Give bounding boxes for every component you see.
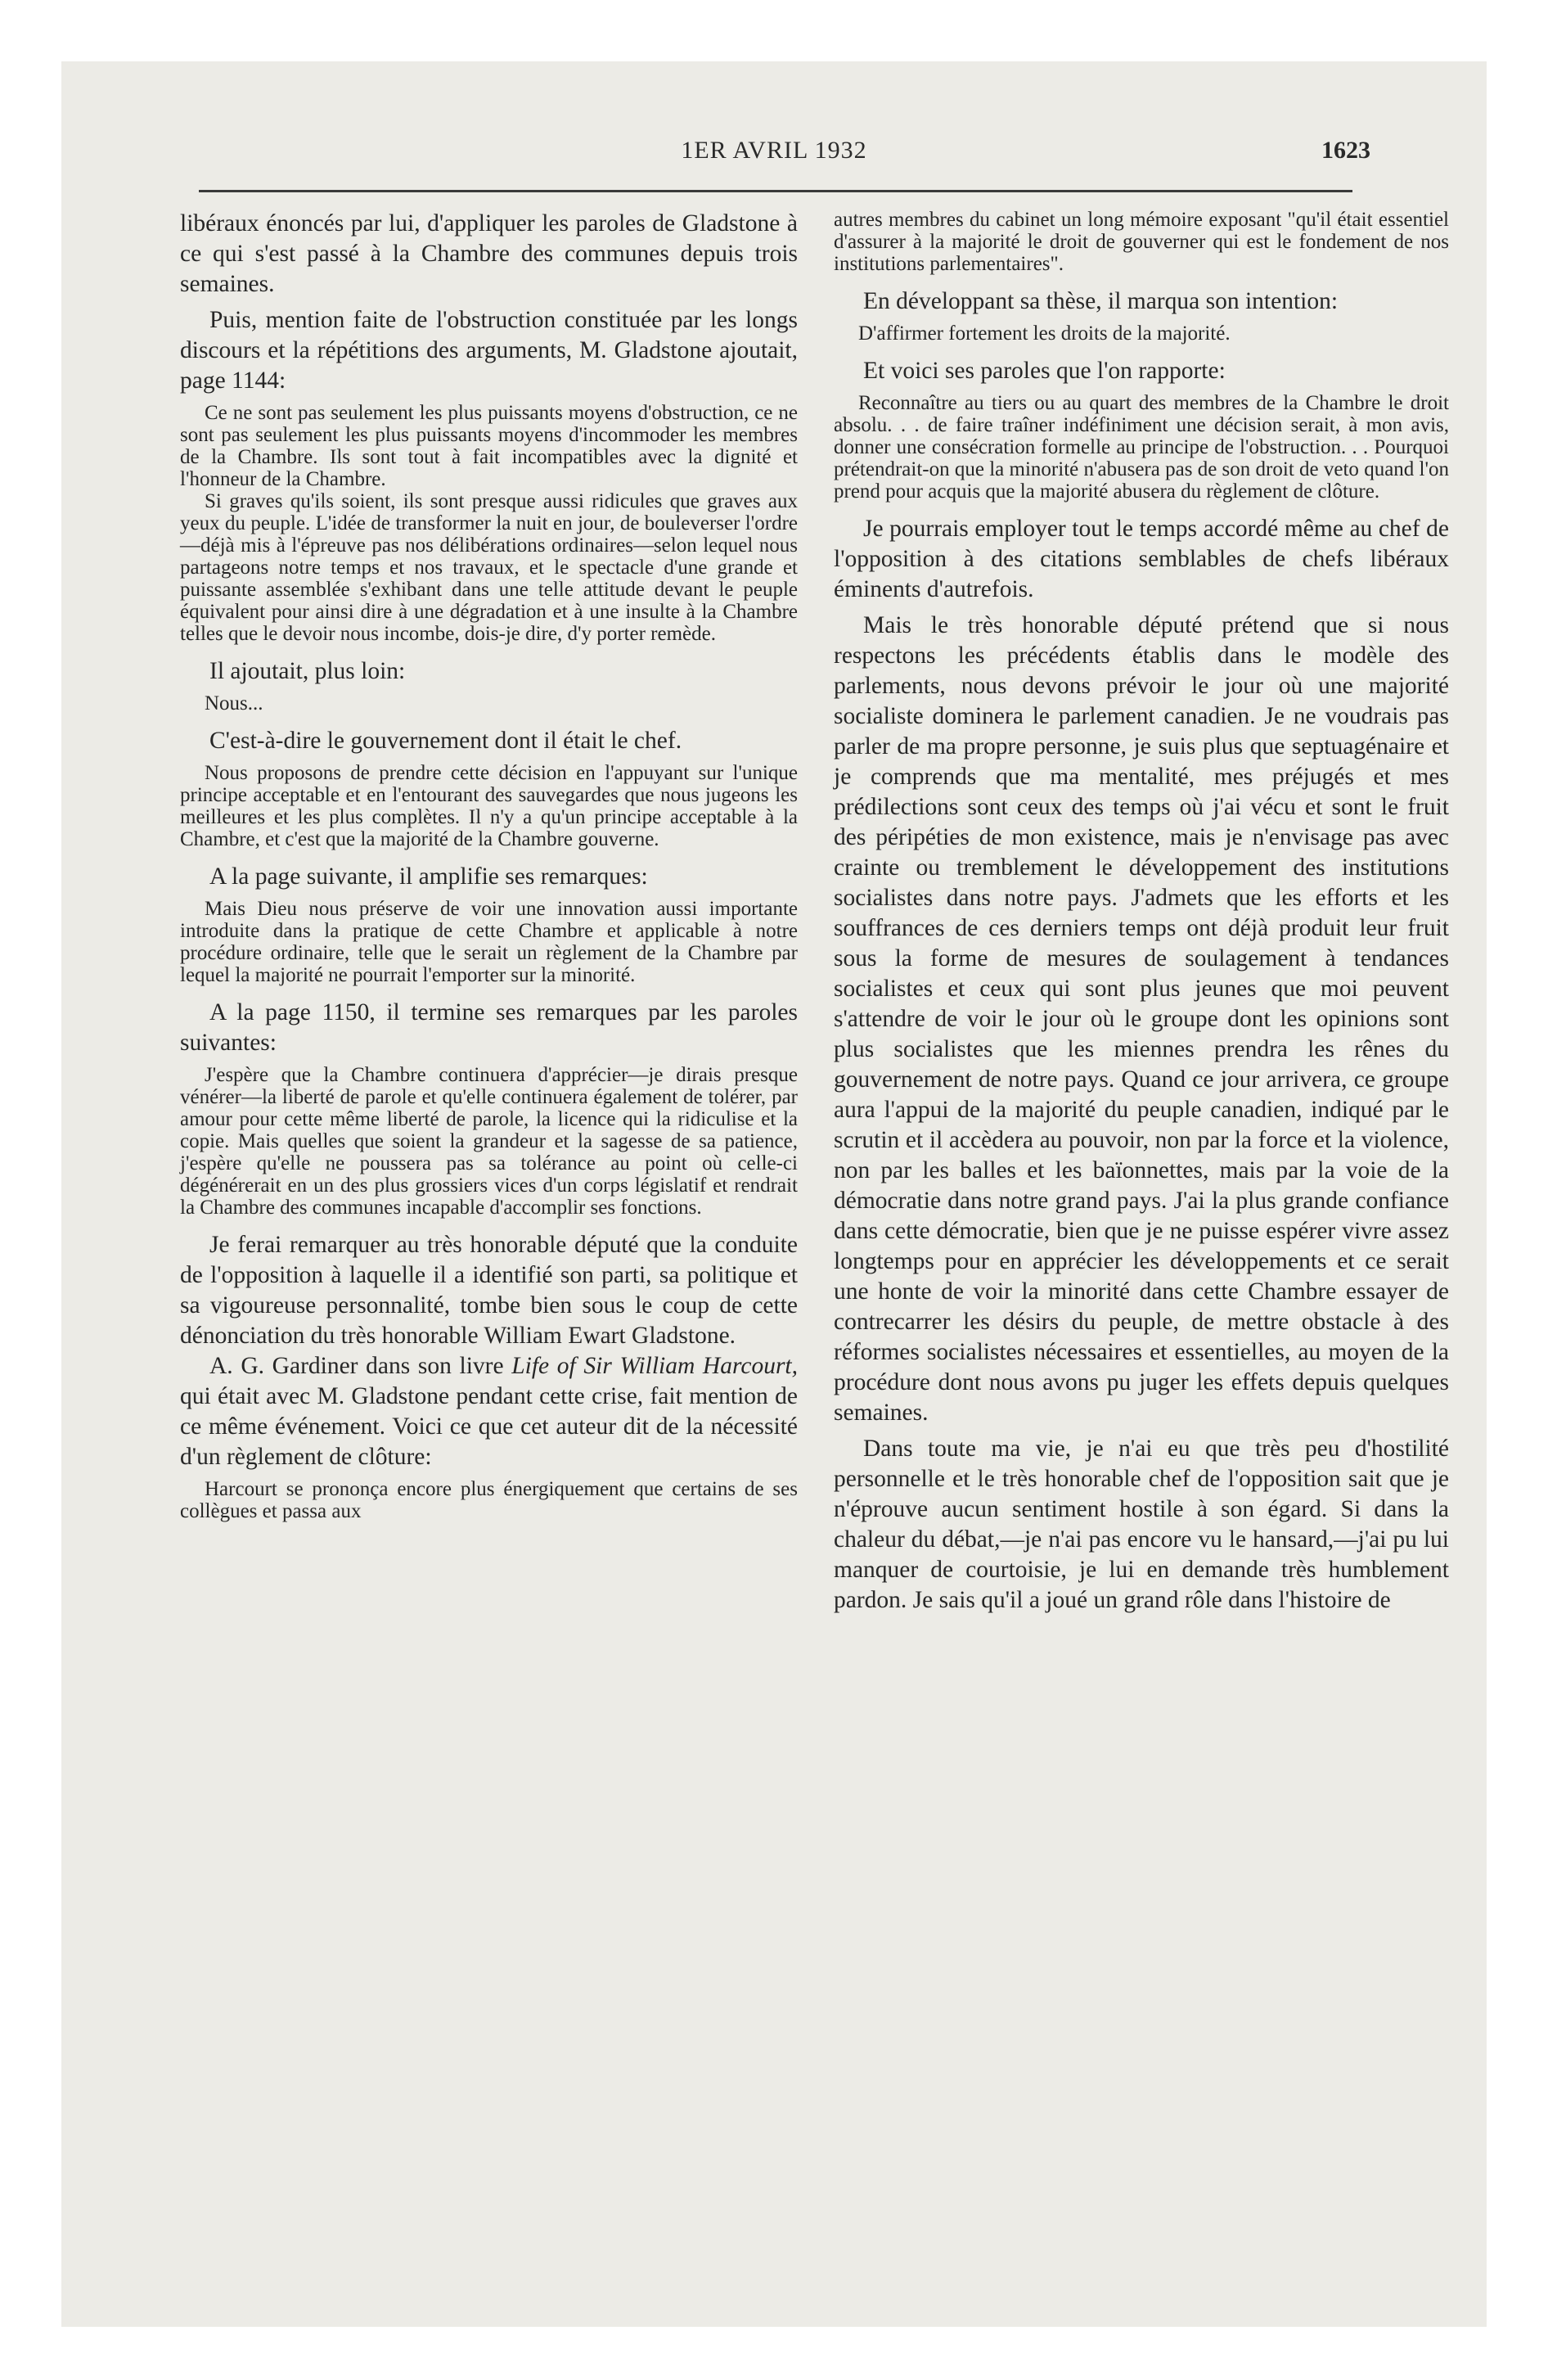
scanned-page — [61, 61, 1487, 2327]
right-column — [834, 209, 1449, 1621]
quote-paragraph: Reconnaître au tiers ou au quart des membres de la Chambre le droit absolu. . . de faire traîner indéfiniment une décision serait, à mon avis, donner une consécration formelle au principe de l'obstruction. . . Pourquoi prétendrait-on que la minorité n'abusera pas de son droit de veto quand l'on prend pour acquis que la majorité abusera du règlement de clôture. — [834, 392, 1449, 503]
paragraph: Et voici ses paroles que l'on rapporte: — [863, 358, 1226, 384]
quote-paragraph: Si graves qu'ils soient, ils sont presque aussi ridicules que graves aux yeux du peuple. L'idée de transformer la nuit en jour, de bouleverser l'ordre—déjà mis à l'épreuve pas nos délibérations ordinaires—selon lequel nous partageons notre temps et nos travaux, et le spectacle d'une grande et puissante assemblée s'exhibant dans une telle attitude devant le peuple équivalent pour ainsi dire à une dégradation et à une insulte à la Chambre telles que le devoir nous incombe, dois-je dire, d'y porter remède. — [180, 490, 798, 645]
quote-paragraph: D'affirmer fortement les droits de la majorité. — [858, 322, 1231, 345]
paragraph: Dans toute ma vie, je n'ai eu que très peu d'hostilité personnelle et le très honorable chef de l'opposition sait que je n'éprouve aucun sentiment hostile à son égard. Si dans la chaleur du débat,—je n'ai pas encore vu le hansard,—j'ai pu lui manquer de courtoisie, je lui en demande très humblement pardon. Je sais qu'il a joué un grand rôle dans l'histoire de — [834, 1436, 1449, 1613]
quote-paragraph: Nous... — [205, 692, 263, 714]
quote-paragraph: Harcourt se prononça encore plus énergiquement que certains de ses collègues et passa aux — [180, 1478, 798, 1522]
header-rule — [199, 190, 1352, 192]
paragraph: Je ferai remarquer au très honorable député que la conduite de l'opposition à laquelle il a identifié son parti, sa politique et sa vigoureuse personnalité, tombe bien sous le coup de cette dénonciation du très honorable William Ewart Gladstone. — [180, 1232, 798, 1349]
quote-paragraph: autres membres du cabinet un long mémoire exposant "qu'il était essentiel d'assurer à la majorité le droit de gouverner qui est le fondement de nos institutions parlementaires". — [834, 209, 1449, 275]
header-date: 1ER AVRIL 1932 — [681, 137, 867, 164]
paragraph: A la page 1150, il termine ses remarques par les paroles suivantes: — [180, 999, 798, 1056]
paragraph: Il ajoutait, plus loin: — [209, 658, 406, 684]
paragraph: Mais le très honorable député prétend que si nous respectons les précédents établis dans le modèle des parlements, nous devons prévoir le jour où une majorité socialiste dominera le parlement canadien. Je ne voudrais pas parler de ma propre personne, je suis plus que septuagénaire et je comprends que ma mentalité, mes préjugés et mes prédilections sont ceux des temps où j'ai vécu et sont le fruit des péripéties de mon existence, mais je n'envisage pas avec crainte ou tremblement le développement des institutions socialistes dans notre pays. J'admets que les efforts et les souffrances de ces derniers temps ont déjà produit leur fruit sous la forme de mesures de soulagement à tendances socialistes et ceux qui sont plus jeunes que moi peuvent s'attendre de voir le jour où le groupe dont les opinions sont plus socialistes que les miennes prendra les rênes du gouvernement de notre pays. Quand ce jour arrivera, ce groupe aura l'appui de la majorité du peuple canadien, indiqué par le scrutin et il accèdera au pouvoir, non par la force et la violence, non par les balles et les baïonnettes, mais par la voie de la démocratie dans notre grand pays. J'ai la plus grande confiance dans cette démocratie, bien que je ne puisse espérer vivre assez longtemps pour en apprécier les développements et ce serait une honte de voir la minorité dans cette Chambre essayer de contrecarrer les désirs du peuple, de mettre obstacle à des réformes socialistes nécessaires et essentielles, au moyen de la procédure dont nous avons pu juger les effets depuis quelques semaines. — [834, 612, 1449, 1426]
paragraph: En développant sa thèse, il marqua son intention: — [863, 288, 1339, 314]
left-column — [180, 209, 798, 1534]
paragraph-text: A. G. Gardiner dans son livre — [209, 1353, 504, 1379]
paragraph-text: qui était avec M. Gladstone pendant cette crise, fait mention de ce même événement. Voici ce que cet auteur dit de la nécessité d'un règlement de clôture: — [180, 1383, 798, 1470]
paragraph: libéraux énoncés par lui, d'appliquer les paroles de Gladstone à ce qui s'est passé à la Chambre des communes depuis trois semaines. — [180, 210, 798, 297]
paragraph: Je pourrais employer tout le temps accordé même au chef de l'opposition à des citations semblables de chefs libéraux éminents d'autrefois. — [834, 516, 1449, 602]
quote-paragraph: Ce ne sont pas seulement les plus puissants moyens d'obstruction, ce ne sont pas seulement les plus puissants moyens d'incommoder les membres de la Chambre. Ils sont tout à fait incompatibles avec la dignité et l'honneur de la Chambre. — [180, 402, 798, 490]
page-header — [61, 137, 1487, 178]
paragraph — [180, 1351, 798, 1472]
page-number: 1623 — [1321, 137, 1370, 164]
quote-paragraph: Mais Dieu nous préserve de voir une innovation aussi importante introduite dans la pratique de cette Chambre et applicable à notre procédure ordinaire, telle que le serait un règlement de la Chambre par lequel la majorité ne pourrait l'emporter sur la minorité. — [180, 898, 798, 986]
paragraph: Puis, mention faite de l'obstruction constituée par les longs discours et la répétitions des arguments, M. Gladstone ajoutait, page 1144: — [180, 307, 798, 394]
paragraph: A la page suivante, il amplifie ses remarques: — [209, 863, 648, 890]
quote-paragraph: J'espère que la Chambre continuera d'apprécier—je dirais presque vénérer—la liberté de parole et qu'elle continuera également de tolérer, par amour pour cette même liberté de parole, la licence qui la ridiculise et la copie. Mais quelles que soient la grandeur et la sagesse de sa patience, j'espère qu'elle ne poussera pas sa tolérance au point où celle-ci dégénérerait en un des plus grossiers vices d'un corps législatif et rendrait la Chambre des communes incapable d'accomplir ses fonctions. — [180, 1064, 798, 1219]
quote-paragraph: Nous proposons de prendre cette décision en l'appuyant sur l'unique principe acceptable et en l'entourant des sauvegardes que nous jugeons les meilleures et les plus complètes. Il n'y a qu'un principe acceptable à la Chambre, et c'est que la majorité de la Chambre gouverne. — [180, 762, 798, 850]
book-title: Life of Sir William Harcourt, — [511, 1353, 799, 1379]
paragraph: C'est-à-dire le gouvernement dont il était le chef. — [209, 728, 682, 754]
